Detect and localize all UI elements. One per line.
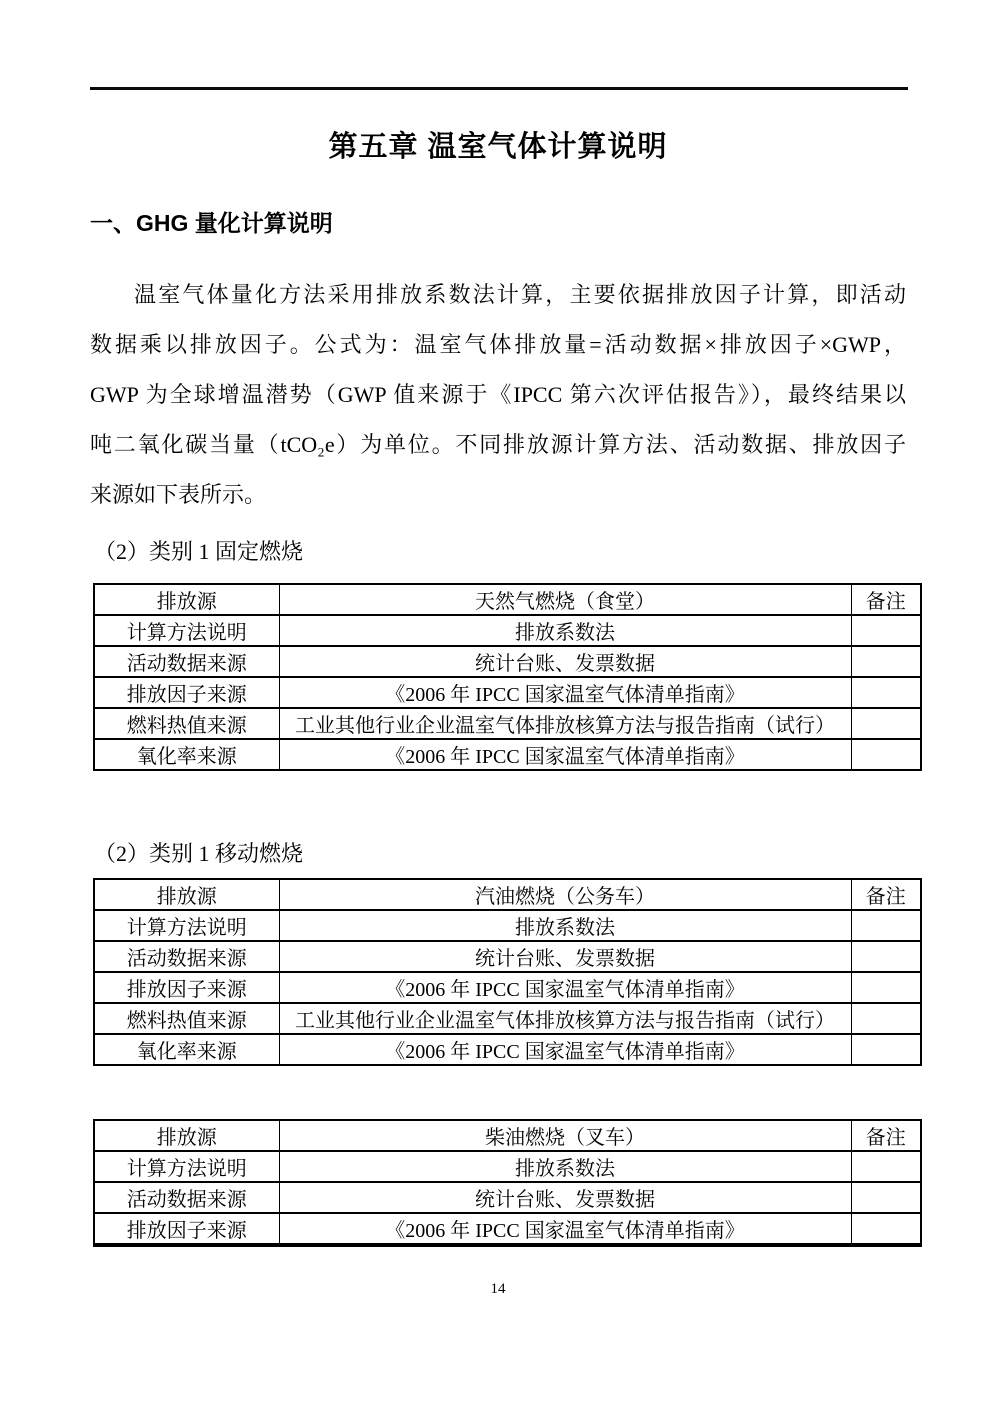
row-label-cell: 活动数据来源 [94, 1182, 279, 1213]
table-row [94, 677, 921, 708]
intro-paragraph [90, 270, 906, 520]
row-label-cell: 排放源 [94, 1120, 279, 1151]
row-label-cell: 计算方法说明 [94, 615, 279, 646]
row-value-cell: 工业其他行业企业温室气体排放核算方法与报告指南（试行） [279, 1003, 851, 1034]
row-label-cell: 排放因子来源 [94, 677, 279, 708]
mobile-combustion-gasoline-table [93, 878, 922, 1066]
table-row [94, 739, 921, 770]
table-row [94, 646, 921, 677]
table-row [94, 1213, 921, 1245]
row-value-cell: 《2006 年 IPCC 国家温室气体清单指南》 [279, 972, 851, 1003]
row-note-cell [851, 1003, 921, 1034]
page-title: 第五章 温室气体计算说明 [328, 131, 668, 163]
table-row [94, 941, 921, 972]
row-value-cell: 排放系数法 [279, 615, 851, 646]
row-note-cell: 备注 [851, 1120, 921, 1151]
row-value-cell: 汽油燃烧（公务车） [279, 879, 851, 910]
row-value-cell: 《2006 年 IPCC 国家温室气体清单指南》 [279, 1213, 851, 1245]
row-label-cell: 计算方法说明 [94, 1151, 279, 1182]
row-value-cell: 《2006 年 IPCC 国家温室气体清单指南》 [279, 677, 851, 708]
page-number: 14 [490, 1281, 506, 1297]
table-row [94, 1034, 921, 1065]
table-row [94, 910, 921, 941]
section-heading: 一、GHG 量化计算说明 [90, 210, 333, 236]
row-note-cell [851, 708, 921, 739]
row-label-cell: 排放因子来源 [94, 972, 279, 1003]
row-value-cell: 天然气燃烧（食堂） [279, 584, 851, 615]
row-note-cell [851, 1034, 921, 1065]
row-label-cell: 活动数据来源 [94, 941, 279, 972]
row-value-cell: 工业其他行业企业温室气体排放核算方法与报告指南（试行） [279, 708, 851, 739]
row-label-cell: 活动数据来源 [94, 646, 279, 677]
row-note-cell: 备注 [851, 584, 921, 615]
row-note-cell [851, 972, 921, 1003]
row-note-cell [851, 910, 921, 941]
table-row [94, 1003, 921, 1034]
row-label-cell: 氧化率来源 [94, 1034, 279, 1065]
row-label-cell: 排放因子来源 [94, 1213, 279, 1245]
table-row [94, 1120, 921, 1151]
mobile-combustion-diesel-table [93, 1119, 922, 1247]
paragraph-line: GWP 为全球增温潜势（GWP 值来源于《IPCC 第六次评估报告》），最终结果以 [90, 382, 906, 407]
table-caption-stationary-combustion: （2）类别 1 固定燃烧 [94, 539, 304, 564]
row-note-cell [851, 1182, 921, 1213]
table-row [94, 615, 921, 646]
row-value-cell: 统计台账、发票数据 [279, 1182, 851, 1213]
row-note-cell [851, 941, 921, 972]
row-value-cell: 柴油燃烧（叉车） [279, 1120, 851, 1151]
row-note-cell: 备注 [851, 879, 921, 910]
table-row [94, 584, 921, 615]
row-label-cell: 氧化率来源 [94, 739, 279, 770]
table-caption-mobile-combustion: （2）类别 1 移动燃烧 [94, 841, 304, 866]
row-value-cell: 统计台账、发票数据 [279, 941, 851, 972]
table-row [94, 1182, 921, 1213]
row-label-cell: 排放源 [94, 584, 279, 615]
paragraph-line: 数据乘以排放因子。公式为：温室气体排放量=活动数据×排放因子×GWP， [90, 332, 906, 357]
table-row [94, 1151, 921, 1182]
paragraph-line: 来源如下表所示。 [90, 482, 267, 507]
row-value-cell: 《2006 年 IPCC 国家温室气体清单指南》 [279, 739, 851, 770]
row-label-cell: 计算方法说明 [94, 910, 279, 941]
row-note-cell [851, 1213, 921, 1245]
paragraph-line: 吨二氧化碳当量（tCO₂e）为单位。不同排放源计算方法、活动数据、排放因子 [90, 432, 906, 457]
row-note-cell [851, 646, 921, 677]
table-row [94, 972, 921, 1003]
row-value-cell: 排放系数法 [279, 1151, 851, 1182]
table-row [94, 879, 921, 910]
row-value-cell: 《2006 年 IPCC 国家温室气体清单指南》 [279, 1034, 851, 1065]
table-row [94, 708, 921, 739]
row-note-cell [851, 1151, 921, 1182]
header-rule [90, 87, 908, 90]
row-label-cell: 燃料热值来源 [94, 708, 279, 739]
row-value-cell: 统计台账、发票数据 [279, 646, 851, 677]
row-label-cell: 排放源 [94, 879, 279, 910]
stationary-combustion-table [93, 583, 922, 771]
row-note-cell [851, 615, 921, 646]
row-note-cell [851, 677, 921, 708]
paragraph-line: 温室气体量化方法采用排放系数法计算，主要依据排放因子计算，即活动 [134, 282, 906, 307]
row-value-cell: 排放系数法 [279, 910, 851, 941]
row-note-cell [851, 739, 921, 770]
row-label-cell: 燃料热值来源 [94, 1003, 279, 1034]
